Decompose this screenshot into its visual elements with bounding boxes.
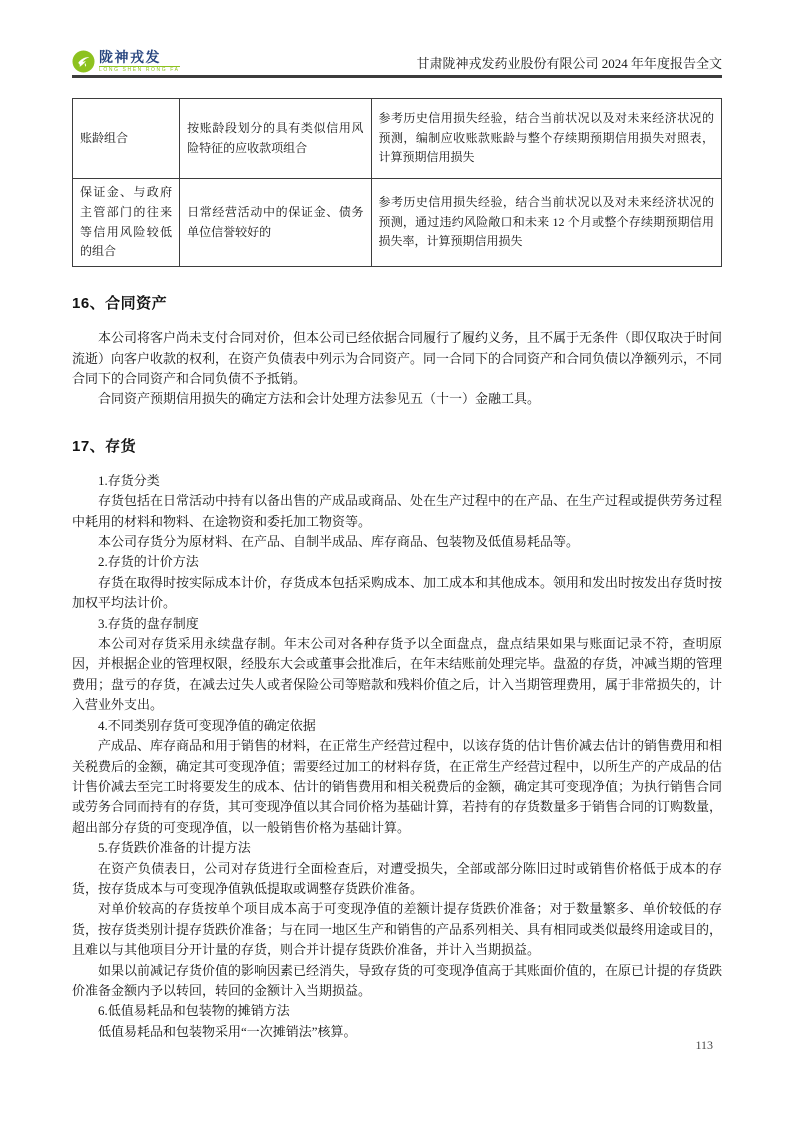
logo-company-name-pinyin: LONG SHEN RONG FA (99, 67, 180, 73)
section-17-paragraph: 5.存货跌价准备的计提方法 (98, 840, 251, 856)
cell-portfolio-name: 保证金、与政府主管部门的往来等信用风险较低的组合 (73, 179, 180, 267)
section-17-heading: 17、存货 (72, 437, 137, 455)
section-17-paragraph: 对单价较高的存货按单个项目成本高于可变现净值的差额计提存货跌价准备；对于数量繁多、单价较低的存货，按存货类别计提存货跌价准备；与在同一地区生产和销售的产品系列相关、具有相同或类似最终用途或目的，且难以与其他项目分开计量的存货，则合并计提存货跌价准备，并计入当期损益。 (72, 901, 723, 958)
table-row (73, 179, 722, 267)
section-16-paragraph: 合同资产预期信用损失的确定方法和会计处理方法参见五（十一）金融工具。 (98, 391, 541, 407)
cell-measurement-method: 参考历史信用损失经验，结合当前状况以及对未来经济状况的预测，编制应收账款账龄与整个存续期预期信用损失对照表，计算预期信用损失 (371, 99, 721, 179)
section-17-paragraph: 1.存货分类 (98, 472, 160, 488)
cell-measurement-method: 参考历史信用损失经验，结合当前状况以及对未来经济状况的预测，通过违约风险敞口和未来 12 个月或整个存续期预期信用损失率，计算预期信用损失 (371, 179, 721, 267)
cell-portfolio-basis: 按账龄段划分的具有类似信用风险特征的应收款项组合 (180, 99, 371, 179)
page-header (72, 46, 722, 78)
section-17-paragraph: 产成品、库存商品和用于销售的材料，在正常生产经营过程中，以该存货的估计售价减去估计的销售费用和相关税费后的金额，确定其可变现净值；需要经过加工的材料存货，在正常生产经营过程中，以所生产的产成品的估计售价减去至完工时将要发生的成本、估计的销售费用和相关税费后的金额，确定其可变现净值；为执行销售合同或劳务合同而持有的存货，其可变现净值以其合同价格为基础计算，若持有的存货数量多于销售合同的订购数量，超出部分存货的可变现净值，以一般销售价格为基础计算。 (72, 738, 723, 835)
cell-portfolio-basis: 日常经营活动中的保证金、债务单位信誉较好的 (180, 179, 371, 267)
section-17-paragraph: 在资产负债表日，公司对存货进行全面检查后，对遭受损失，全部或部分陈旧过时或销售价格低于成本的存货，按存货成本与可变现净值孰低提取或调整存货跌价准备。 (72, 860, 722, 896)
logo-company-name: 陇神戎发 (99, 49, 161, 65)
section-17-paragraph: 存货包括在日常活动中持有以备出售的产成品或商品、处在生产过程中的在产品、在生产过程或提供劳务过程中耗用的材料和物料、在途物资和委托加工物资等。 (72, 493, 723, 529)
section-17-paragraph: 本公司存货分为原材料、在产品、自制半成品、库存商品、包装物及低值易耗品等。 (98, 534, 580, 550)
table-row (73, 99, 722, 179)
company-logo (72, 50, 180, 73)
section-17-paragraph: 4.不同类别存货可变现净值的确定依据 (98, 717, 316, 733)
logo-icon (72, 50, 95, 73)
logo-text-block (99, 50, 180, 73)
section-17-paragraph: 3.存货的盘存制度 (98, 615, 199, 631)
section-17-paragraph: 2.存货的计价方法 (98, 554, 199, 570)
section-17-paragraph: 本公司对存货采用永续盘存制。年末公司对各种存货予以全面盘点，盘点结果如果与账面记录不符，查明原因，并根据企业的管理权限，经股东大会或董事会批准后，在年末结账前处理完毕。盘盈的存货，冲减当期的管理费用；盘亏的存货，在减去过失人或者保险公司等赔款和残料价值之后，计入当期管理费用，属于非常损失的，计入营业外支出。 (72, 636, 723, 713)
section-17-paragraph: 如果以前减记存货价值的影响因素已经消失，导致存货的可变现净值高于其账面价值的，在原已计提的存货跌价准备金额内予以转回，转回的金额计入当期损益。 (72, 962, 723, 998)
section-17-paragraph: 存货在取得时按实际成本计价，存货成本包括采购成本、加工成本和其他成本。领用和发出时按发出存货时按加权平均法计价。 (72, 574, 723, 611)
section-16-heading: 16、合同资产 (72, 295, 168, 313)
section-16-paragraph: 本公司将客户尚未支付合同对价，但本公司已经依据合同履行了履约义务，且不属于无条件（即仅取决于时间流逝）向客户收款的权利，在资产负债表中列示为合同资产。同一合同下的合同资产和合同负债以净额列示，不同合同下的合同资产和合同负债不予抵销。 (72, 330, 723, 386)
document-title: 甘肃陇神戎发药业股份有限公司 2024 年年度报告全文 (416, 56, 722, 71)
credit-loss-portfolio-table (72, 98, 722, 267)
section-17-paragraph: 低值易耗品和包装物采用“一次摊销法”核算。 (98, 1023, 357, 1039)
section-17-paragraph: 6.低值易耗品和包装物的摊销方法 (98, 1003, 290, 1019)
cell-portfolio-name: 账龄组合 (73, 99, 180, 179)
page-number: 113 (695, 1038, 713, 1052)
